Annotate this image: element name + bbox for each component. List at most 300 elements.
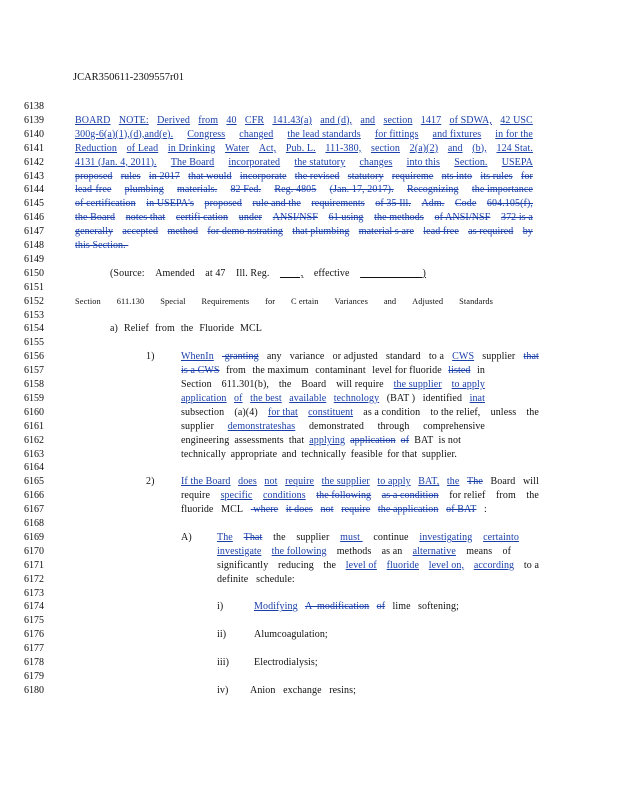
line-text bbox=[110, 267, 426, 281]
line-text bbox=[181, 448, 457, 462]
deleted-text: of bbox=[400, 434, 410, 446]
deleted-text: of bbox=[376, 601, 386, 613]
inserted-text: 4131 (Jan. 4, 2011). bbox=[75, 156, 157, 168]
text-run: identified bbox=[422, 392, 463, 404]
line-number: 6142 bbox=[24, 156, 44, 168]
text-line bbox=[0, 350, 618, 364]
deleted-text: accepted bbox=[122, 226, 159, 238]
line-number: 6150 bbox=[24, 267, 44, 279]
line-number: 6161 bbox=[24, 420, 44, 432]
text-run: MCL bbox=[221, 504, 244, 516]
text-run: iii) bbox=[217, 657, 232, 668]
inserted-text: alternative bbox=[412, 545, 456, 557]
inserted-text: and fixtures bbox=[432, 128, 482, 140]
inserted-text: changed bbox=[239, 128, 274, 140]
inserted-text: the lead standards bbox=[287, 128, 361, 140]
line-text bbox=[75, 239, 128, 253]
deleted-text: the importance bbox=[471, 184, 533, 196]
text-run: Anion bbox=[250, 684, 276, 696]
inserted-text: fluoride bbox=[386, 559, 420, 571]
inserted-text: require bbox=[285, 476, 315, 488]
text-run: the bbox=[526, 406, 539, 418]
text-run: Requirements bbox=[201, 296, 250, 306]
text-run: from bbox=[154, 323, 175, 335]
line-number: 6147 bbox=[24, 226, 44, 238]
deleted-text: The bbox=[467, 476, 483, 488]
deleted-text: Adm. bbox=[421, 198, 445, 210]
text-run: 611.130 bbox=[116, 296, 145, 306]
inserted-text: CFR bbox=[244, 114, 265, 126]
text-run: Variances bbox=[334, 296, 368, 306]
deleted-text: it does bbox=[285, 504, 313, 516]
inserted-text: the following bbox=[271, 545, 327, 557]
text-run: in bbox=[476, 365, 485, 377]
inserted-text: technology bbox=[333, 392, 380, 404]
line-number: 6174 bbox=[24, 601, 44, 613]
deleted-text: that bbox=[523, 351, 539, 363]
deleted-text: requirements bbox=[311, 198, 365, 210]
deleted-text: certifi cation bbox=[175, 212, 229, 224]
deleted-text: material s are bbox=[358, 226, 414, 238]
text-line bbox=[0, 531, 618, 545]
text-run: Section bbox=[75, 296, 101, 306]
deleted-text: 61 using bbox=[328, 212, 364, 224]
text-line bbox=[0, 656, 618, 670]
text-line bbox=[0, 670, 618, 684]
inserted-text: the bbox=[446, 476, 460, 488]
inserted-text: of Lead bbox=[126, 142, 159, 154]
text-line bbox=[0, 281, 618, 295]
line-text bbox=[217, 656, 232, 670]
line-number: 6152 bbox=[24, 295, 44, 307]
inserted-text: 300g-6(a)(1),(d),and(e). bbox=[75, 128, 174, 140]
deleted-text: requireme bbox=[391, 170, 434, 182]
text-run: 1) bbox=[146, 351, 158, 363]
deleted-text: listed bbox=[448, 365, 471, 377]
deleted-text: Reg. 4805 bbox=[274, 184, 317, 196]
text-run: 611.301(b), bbox=[221, 379, 269, 390]
text-run: iv) bbox=[217, 684, 232, 696]
deleted-text: That bbox=[243, 531, 263, 543]
line-text bbox=[75, 170, 533, 184]
line-number: 6154 bbox=[24, 323, 44, 335]
text-run: standard bbox=[386, 351, 421, 363]
inserted-text: from bbox=[198, 114, 219, 126]
inserted-text: Reduction bbox=[75, 142, 118, 154]
deleted-text: the methods bbox=[374, 212, 424, 224]
text-run: Section bbox=[181, 379, 212, 390]
inserted-text: 2(a)(2) bbox=[409, 142, 439, 154]
deleted-text: lead free bbox=[423, 226, 459, 238]
text-line bbox=[0, 295, 618, 309]
text-run: that bbox=[288, 434, 305, 446]
inserted-text: of SDWA, bbox=[449, 114, 492, 126]
deleted-text: as required bbox=[468, 226, 514, 238]
line-number: 6141 bbox=[24, 142, 44, 154]
inserted-text: and bbox=[360, 114, 376, 126]
text-line bbox=[0, 600, 618, 614]
inserted-text: investigate bbox=[217, 545, 262, 557]
deleted-text: Code bbox=[454, 198, 477, 210]
text-line bbox=[0, 517, 618, 531]
text-run: Special bbox=[160, 296, 186, 306]
line-number: 6159 bbox=[24, 392, 44, 404]
text-line bbox=[0, 364, 618, 378]
line-text bbox=[181, 434, 461, 448]
inserted-text: available bbox=[289, 392, 327, 404]
text-run: i) bbox=[217, 601, 226, 613]
line-number: 6143 bbox=[24, 170, 44, 182]
deleted-text: rules bbox=[120, 170, 141, 182]
inserted-text: conditions bbox=[263, 490, 306, 502]
inserted-text: incorporated bbox=[228, 156, 281, 168]
document-id: JCAR350611-2309557r01 bbox=[73, 72, 185, 83]
text-line bbox=[0, 489, 618, 503]
text-run: the bbox=[273, 531, 286, 543]
deleted-text: as a condition bbox=[381, 490, 439, 502]
line-text bbox=[181, 392, 485, 406]
text-line bbox=[0, 475, 618, 489]
text-run: feasible bbox=[350, 448, 383, 460]
text-run: appropriate bbox=[230, 448, 278, 460]
line-number: 6146 bbox=[24, 212, 44, 224]
inserted-text: 42 USC bbox=[500, 114, 533, 126]
deleted-text: 82 Fed. bbox=[230, 184, 262, 196]
text-run: Relief bbox=[123, 323, 149, 335]
line-text bbox=[254, 600, 459, 614]
deleted-text: for demo nstrating bbox=[207, 226, 284, 238]
inserted-text: demonstrateshas bbox=[227, 420, 296, 432]
deleted-text: method bbox=[167, 226, 199, 238]
deleted-text: its rules bbox=[480, 170, 513, 182]
line-text bbox=[254, 628, 330, 642]
text-run: or adjusted bbox=[332, 351, 378, 363]
deleted-text: 372 is a bbox=[500, 212, 533, 224]
text-line bbox=[0, 183, 618, 197]
line-text bbox=[254, 656, 320, 670]
text-run: supplier. bbox=[421, 448, 457, 460]
text-run: Ill. Reg. bbox=[236, 267, 270, 279]
line-text bbox=[75, 211, 533, 225]
text-run: A) bbox=[181, 531, 195, 543]
inserted-text: 40 bbox=[226, 114, 237, 126]
inserted-text: to apply bbox=[377, 476, 411, 488]
line-text bbox=[217, 628, 229, 642]
inserted-text: applying bbox=[309, 434, 346, 446]
deleted-text: that would bbox=[188, 170, 232, 182]
text-run: supplier bbox=[482, 351, 516, 363]
inserted-text: Derived bbox=[157, 114, 190, 126]
text-line bbox=[0, 434, 618, 448]
text-run: as an bbox=[381, 545, 403, 557]
deleted-text: the following bbox=[316, 490, 372, 502]
deleted-text: the Board bbox=[75, 212, 116, 224]
deleted-text: this Section. bbox=[75, 240, 129, 251]
inserted-text: the statutory bbox=[294, 156, 346, 168]
line-text bbox=[181, 420, 485, 434]
text-line bbox=[0, 642, 618, 656]
line-text bbox=[217, 684, 231, 698]
deleted-text: notes that bbox=[125, 212, 166, 224]
inserted-text: BOARD bbox=[75, 114, 111, 126]
inserted-text: investigating bbox=[419, 531, 473, 543]
text-run: : bbox=[484, 504, 487, 516]
inserted-text: in Drinking bbox=[167, 142, 216, 154]
text-line bbox=[0, 225, 618, 239]
text-run: for that bbox=[387, 448, 418, 460]
text-line bbox=[0, 142, 618, 156]
deleted-text: proposed bbox=[75, 170, 113, 182]
text-run: engineering bbox=[181, 434, 230, 446]
line-number: 6162 bbox=[24, 434, 44, 446]
text-run: softening; bbox=[418, 601, 459, 613]
inserted-text: must bbox=[340, 531, 363, 543]
text-line bbox=[0, 614, 618, 628]
inserted-text: inat bbox=[469, 392, 485, 404]
deleted-text: that plumbing bbox=[292, 226, 350, 238]
inserted-text: CWS bbox=[452, 351, 475, 363]
text-run: supplier bbox=[296, 531, 330, 543]
text-run: will require bbox=[336, 379, 384, 390]
deleted-text: under bbox=[238, 212, 263, 224]
text-run: demonstrated bbox=[308, 420, 365, 432]
text-line bbox=[0, 114, 618, 128]
text-run: comprehensive bbox=[423, 420, 485, 432]
line-number: 6138 bbox=[24, 101, 44, 112]
text-run: from bbox=[496, 490, 516, 502]
text-run: exchange bbox=[283, 684, 322, 696]
line-text bbox=[181, 364, 485, 378]
deleted-text: is a CWS bbox=[181, 365, 220, 377]
text-run: the bbox=[278, 379, 292, 390]
text-line bbox=[0, 197, 618, 211]
text-line bbox=[0, 253, 618, 267]
deleted-text: in 2017 bbox=[148, 170, 180, 182]
text-line bbox=[0, 559, 618, 573]
text-run: definite schedule: bbox=[217, 573, 298, 585]
text-line bbox=[0, 239, 618, 253]
line-number: 6164 bbox=[24, 462, 44, 474]
line-number: 6170 bbox=[24, 545, 44, 557]
line-text bbox=[181, 378, 485, 392]
text-run: to the relief, bbox=[430, 406, 481, 418]
line-number: 6157 bbox=[24, 365, 44, 377]
inserted-text: Congress bbox=[187, 128, 226, 140]
line-number: 6153 bbox=[24, 309, 44, 321]
text-line bbox=[0, 573, 618, 587]
text-line bbox=[0, 336, 618, 350]
text-run: , bbox=[279, 267, 304, 279]
inserted-text: 111-380, bbox=[325, 142, 362, 154]
deleted-text: for bbox=[520, 170, 533, 182]
text-run: assessments bbox=[234, 434, 284, 446]
line-number: 6172 bbox=[24, 573, 44, 585]
text-run: significantly bbox=[217, 559, 269, 571]
line-number: 6145 bbox=[24, 198, 44, 210]
text-line bbox=[0, 420, 618, 434]
inserted-text: If the Board bbox=[181, 476, 231, 488]
text-run: variance bbox=[289, 351, 325, 363]
line-number: 6144 bbox=[24, 184, 44, 196]
deleted-text: Recognizing bbox=[406, 184, 459, 196]
inserted-text: to apply bbox=[451, 379, 485, 390]
text-run: (Source: bbox=[110, 267, 145, 279]
text-line bbox=[0, 628, 618, 642]
inserted-text: constituent bbox=[308, 406, 354, 418]
text-run: MCL bbox=[240, 323, 262, 335]
text-line bbox=[0, 156, 618, 170]
inserted-text: and (d), bbox=[320, 114, 353, 126]
text-run: Amended bbox=[155, 267, 195, 279]
text-run: the bbox=[323, 559, 337, 571]
line-number: 6173 bbox=[24, 587, 44, 599]
text-run: 2) bbox=[146, 476, 158, 488]
inserted-text: certainto bbox=[483, 531, 519, 543]
line-text bbox=[181, 475, 539, 489]
line-text bbox=[75, 128, 533, 142]
line-number: 6171 bbox=[24, 559, 44, 571]
line-text bbox=[181, 406, 539, 420]
text-run: to a bbox=[428, 351, 444, 363]
inserted-text: the best bbox=[250, 392, 282, 404]
inserted-text: 1417 bbox=[420, 114, 442, 126]
line-number: 6155 bbox=[24, 337, 44, 349]
text-run: of bbox=[502, 545, 511, 557]
text-run: technically bbox=[301, 448, 347, 460]
inserted-text: changes bbox=[359, 156, 393, 168]
inserted-text: WhenIn bbox=[181, 351, 214, 363]
line-number: 6156 bbox=[24, 351, 44, 363]
deleted-text: require bbox=[341, 504, 371, 516]
inserted-text: 124 Stat. bbox=[496, 142, 533, 154]
text-line bbox=[0, 545, 618, 559]
inserted-text: 141.43(a) bbox=[272, 114, 312, 126]
text-run: for bbox=[265, 296, 276, 306]
inserted-text: section bbox=[383, 114, 413, 126]
deleted-text: plumbing bbox=[124, 184, 164, 196]
text-run: ii) bbox=[217, 629, 229, 641]
line-text bbox=[181, 531, 194, 545]
line-number: 6166 bbox=[24, 490, 44, 502]
text-run: subsection bbox=[181, 406, 225, 418]
deleted-text: rule and the bbox=[252, 198, 301, 210]
line-number: 6180 bbox=[24, 684, 44, 696]
inserted-text: Section. bbox=[454, 156, 488, 168]
line-text bbox=[181, 350, 539, 364]
deleted-text: ANSI/NSF bbox=[272, 212, 318, 224]
text-run: fluoride bbox=[181, 504, 214, 516]
inserted-text: BAT, bbox=[418, 476, 440, 488]
text-run: is not bbox=[438, 434, 461, 446]
line-number: 6169 bbox=[24, 531, 44, 543]
inserted-text: The Board bbox=[170, 156, 215, 168]
text-line bbox=[0, 128, 618, 142]
text-run: (a)(4) bbox=[234, 406, 258, 418]
deleted-text: of certification bbox=[75, 198, 136, 210]
line-text bbox=[217, 545, 511, 559]
line-text bbox=[75, 197, 533, 211]
deleted-text: of BAT bbox=[446, 504, 477, 516]
text-line bbox=[0, 211, 618, 225]
text-run: Board bbox=[490, 476, 516, 488]
inserted-text: NOTE: bbox=[118, 114, 149, 126]
text-line bbox=[0, 587, 618, 601]
line-text bbox=[75, 114, 533, 128]
line-text bbox=[217, 531, 519, 545]
inserted-text: Act, bbox=[258, 142, 277, 154]
line-number: 6179 bbox=[24, 670, 44, 682]
text-run: means bbox=[466, 545, 493, 557]
inserted-text: in for the bbox=[495, 128, 533, 140]
text-run: and bbox=[281, 448, 297, 460]
text-run: effective bbox=[313, 267, 350, 279]
line-text bbox=[146, 475, 157, 489]
inserted-text: specific bbox=[220, 490, 253, 502]
inserted-text: into this bbox=[406, 156, 441, 168]
inserted-text: according bbox=[473, 559, 515, 571]
text-line bbox=[0, 392, 618, 406]
text-run: (BAT ) bbox=[386, 392, 416, 404]
text-run: at 47 bbox=[205, 267, 226, 279]
deleted-text: the revised bbox=[294, 170, 340, 182]
inserted-text: Modifying bbox=[254, 601, 298, 613]
inserted-text: for that bbox=[267, 406, 298, 418]
inserted-text: the supplier bbox=[393, 379, 442, 390]
text-run: Fluoride bbox=[199, 323, 235, 335]
line-text bbox=[75, 295, 493, 309]
inserted-text: for fittings bbox=[374, 128, 419, 140]
text-run: the maximum bbox=[252, 365, 309, 377]
deleted-text: of 35 Ill. bbox=[375, 198, 411, 210]
text-run: ) bbox=[360, 267, 426, 279]
deleted-text: (Jan. 17, 2017). bbox=[329, 184, 394, 196]
text-line bbox=[0, 503, 618, 517]
deleted-text: proposed bbox=[204, 198, 242, 210]
text-run: lime bbox=[392, 601, 411, 613]
text-line bbox=[0, 309, 618, 323]
text-run: Standards bbox=[459, 296, 493, 306]
inserted-text: The bbox=[217, 531, 233, 543]
deleted-text: generally bbox=[75, 226, 114, 238]
text-line bbox=[0, 322, 618, 336]
inserted-text: does bbox=[238, 476, 257, 488]
deleted-text: statutory bbox=[347, 170, 384, 182]
text-run: Board bbox=[301, 379, 327, 390]
text-run: contaminant bbox=[315, 365, 366, 377]
inserted-text: USEPA bbox=[501, 156, 533, 168]
text-run: the bbox=[180, 323, 194, 335]
text-line bbox=[0, 461, 618, 475]
line-number: 6168 bbox=[24, 518, 44, 529]
inserted-text: section bbox=[370, 142, 400, 154]
text-run: unless bbox=[490, 406, 517, 418]
text-run: the bbox=[526, 490, 539, 502]
line-number: 6178 bbox=[24, 657, 44, 668]
deleted-text: where bbox=[250, 504, 279, 516]
line-text bbox=[75, 142, 533, 156]
text-line bbox=[0, 378, 618, 392]
line-text bbox=[181, 503, 487, 517]
line-text bbox=[217, 559, 539, 573]
text-run: a) bbox=[110, 323, 118, 335]
text-run: methods bbox=[336, 545, 372, 557]
inserted-text: of bbox=[234, 392, 243, 404]
text-run: to a bbox=[523, 559, 539, 571]
deleted-text: materials. bbox=[177, 184, 218, 196]
deleted-text: 604.105(f), bbox=[486, 198, 533, 210]
text-line bbox=[0, 684, 618, 698]
text-run: continue bbox=[373, 531, 409, 543]
